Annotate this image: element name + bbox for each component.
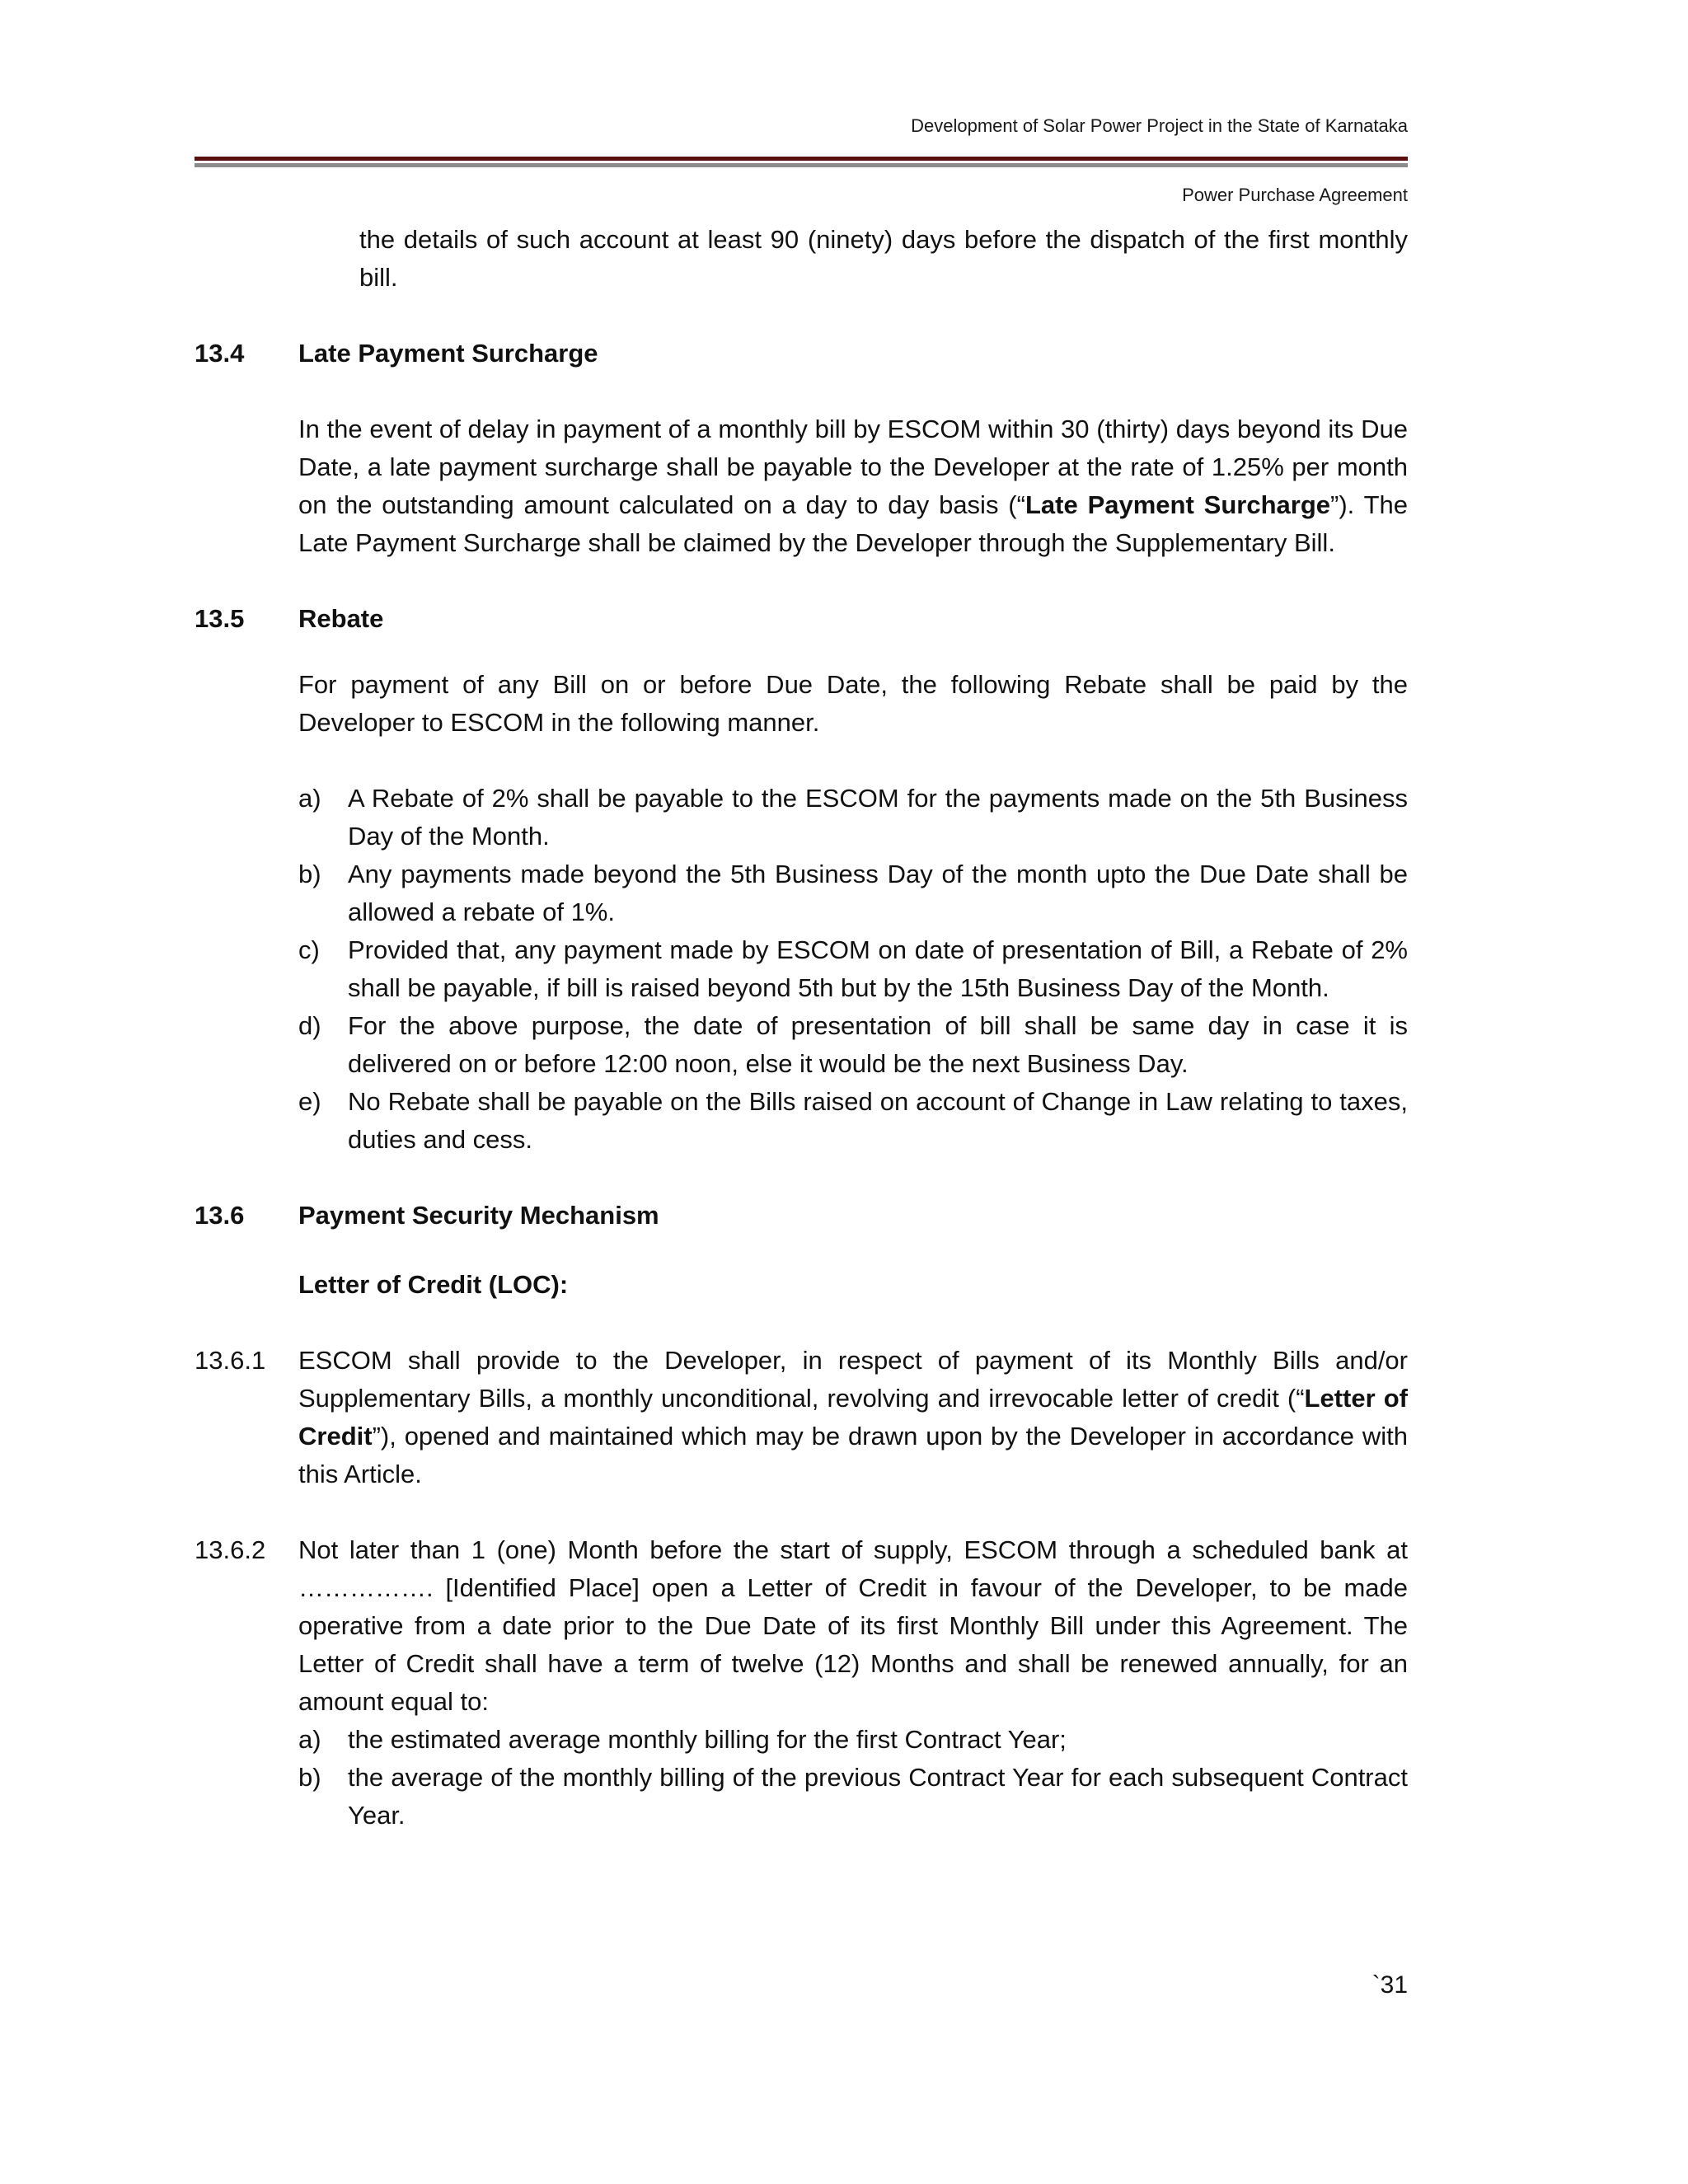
text-run: ”). The Late Payment Surcharge shall be claimed by the Developer through the Supplementary Bill. — [298, 490, 1408, 557]
text-run: In the event of delay in payment of a monthly bill by ESCOM within 30 (thirty) days beyond its Due Date, a late payment surcharge shall be payable to the Developer at the rate of 1.25% per month on the outstanding amount calculated on a day to day basis (“ — [298, 415, 1408, 519]
spacer — [195, 297, 1408, 335]
list-item — [298, 855, 1408, 931]
page-header-project-title: Development of Solar Power Project in the State of Karnataka — [911, 115, 1408, 136]
continuation-paragraph: the details of such account at least 90 (ninety) days before the dispatch of the first monthly bill. — [359, 225, 1408, 292]
spacer — [195, 373, 1408, 410]
list-marker: b) — [298, 1763, 321, 1792]
list-item — [298, 1083, 1408, 1159]
section-heading-13-4 — [195, 335, 1408, 373]
clause-number: 13.6.2 — [195, 1535, 266, 1564]
list-item — [298, 1721, 1408, 1759]
spacer — [195, 742, 1408, 780]
header-rule — [195, 157, 1408, 167]
rebate-intro-paragraph: For payment of any Bill on or before Due Date, the following Rebate shall be paid by the Developer to ESCOM in the following manner. — [298, 670, 1408, 737]
spacer — [195, 1493, 1408, 1531]
spacer — [195, 638, 1408, 666]
list-item — [298, 1007, 1408, 1083]
section-heading-13-5 — [195, 600, 1408, 638]
list-marker: a) — [298, 1725, 321, 1754]
defined-term: Late Payment Surcharge — [1025, 490, 1331, 519]
page-header-document-title: Power Purchase Agreement — [1182, 185, 1408, 205]
list-item-text: A Rebate of 2% shall be payable to the ESCOM for the payments made on the 5th Business Day of the Month. — [348, 784, 1408, 851]
defined-term: Letter of Credit — [298, 1384, 1408, 1451]
section-heading-13-6 — [195, 1197, 1408, 1235]
text-run: ”), opened and maintained which may be drawn upon by the Developer in accordance with this Article. — [298, 1422, 1408, 1488]
section-title: Payment Security Mechanism — [298, 1201, 659, 1230]
loc-amount-list — [298, 1721, 1408, 1835]
list-item — [298, 780, 1408, 855]
list-item-text: For the above purpose, the date of presentation of bill shall be same day in case it is delivered on or before 12:00 noon, else it would be the next Business Day. — [348, 1011, 1408, 1078]
section-title: Rebate — [298, 604, 384, 633]
page-number: `31 — [1372, 1971, 1408, 1999]
spacer — [195, 1235, 1408, 1266]
list-item-text: Provided that, any payment made by ESCOM on date of presentation of Bill, a Rebate of 2% shall be payable, if bill is raised beyond 5th but by the 15th Business Day of the Month. — [348, 935, 1408, 1002]
spacer — [195, 1304, 1408, 1342]
section-number: 13.5 — [195, 604, 245, 633]
list-marker: a) — [298, 784, 321, 813]
list-item-text: No Rebate shall be payable on the Bills raised on account of Change in Law relating to taxes, duties and cess. — [348, 1087, 1408, 1154]
section-number: 13.6 — [195, 1201, 245, 1230]
list-marker: c) — [298, 935, 320, 964]
clause-text: Not later than 1 (one) Month before the start of supply, ESCOM through a scheduled bank at ……………. [Identified Place] open a Letter of Credit in favour of the Developer, to be made operative from a date prior to the Due Date of its first Monthly Bill under this Agreement. The Letter of Credit shall have a term of twelve (12) Months and shall be renewed annually, for an amount equal to: — [298, 1535, 1408, 1716]
clause-text — [298, 1342, 1408, 1493]
list-marker: b) — [298, 860, 321, 888]
section-title: Late Payment Surcharge — [298, 339, 598, 368]
spacer — [195, 562, 1408, 600]
list-marker: d) — [298, 1011, 321, 1040]
list-item-text: the estimated average monthly billing for the first Contract Year; — [348, 1725, 1067, 1754]
section-number: 13.4 — [195, 339, 245, 368]
list-item — [298, 1759, 1408, 1835]
header-rule-light — [195, 163, 1408, 167]
spacer — [195, 1159, 1408, 1197]
clause-13-6-2 — [195, 1531, 1408, 1721]
text-run: ESCOM shall provide to the Developer, in respect of payment of its Monthly Bills and/or Supplementary Bills, a monthly unconditional, revolving and irrevocable letter of credit (“ — [298, 1346, 1408, 1413]
clause-number: 13.6.1 — [195, 1346, 266, 1375]
rebate-list — [298, 780, 1408, 1159]
page-content — [195, 221, 1408, 1835]
list-item — [298, 931, 1408, 1007]
clause-13-6-1 — [195, 1342, 1408, 1493]
late-payment-paragraph — [298, 410, 1408, 562]
list-marker: e) — [298, 1087, 321, 1116]
list-item-text: the average of the monthly billing of the previous Contract Year for each subsequent Contract Year. — [348, 1763, 1408, 1830]
loc-subheading: Letter of Credit (LOC): — [298, 1270, 569, 1299]
list-item-text: Any payments made beyond the 5th Business Day of the month upto the Due Date shall be allowed a rebate of 1%. — [348, 860, 1408, 926]
